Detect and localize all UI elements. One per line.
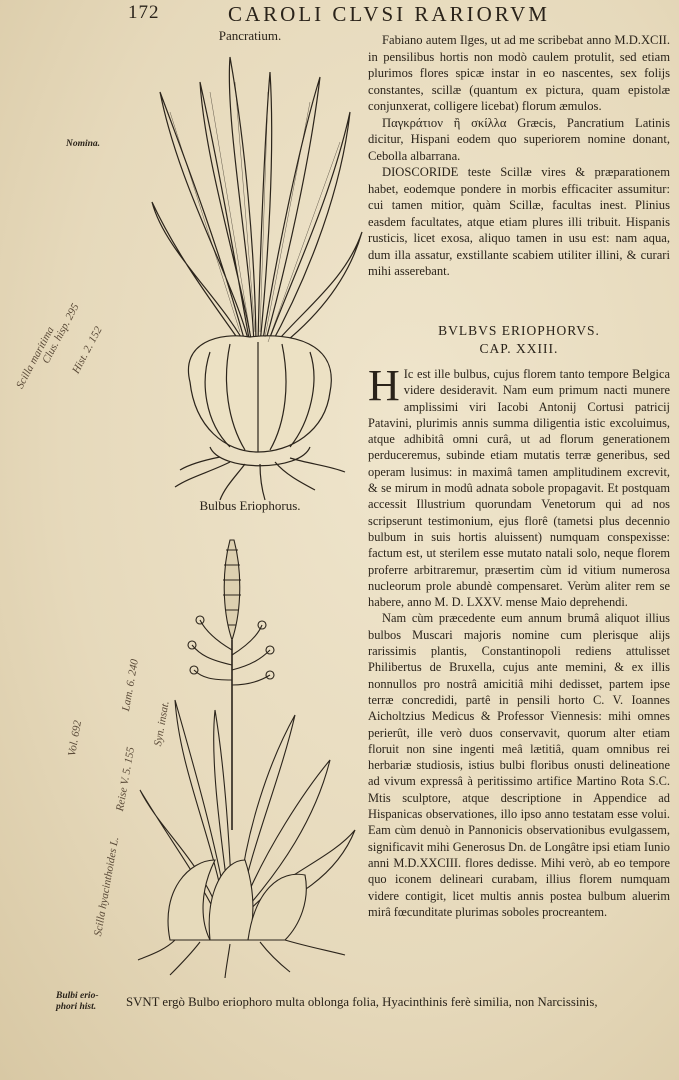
section-title xyxy=(368,322,670,358)
margin-note-line: phori hist. xyxy=(56,1002,97,1012)
running-title: CAROLI CLVSI RARIORVM xyxy=(228,2,550,26)
closing-line: SVNT ergò Bulbo eriophoro multa oblonga folia, Hyacinthinis ferè similia, non Narcissinis, xyxy=(126,995,598,1009)
handwritten-line: Reise V. 5. 155 xyxy=(114,746,138,813)
handwritten-note-vol: Vol. 692 xyxy=(66,719,85,758)
text-column-upper xyxy=(368,32,670,280)
figure-caption-bulbus-eriophorus: Bulbus Eriophorus. xyxy=(199,498,301,513)
paragraph: Nam cùm præcedente eum annum brumâ aliquot illius bulbos Muscari majoris nomine cum plerisque alijs rarissimis plantis, Constantinopoli rediens attulisset Philibertus de Bruxella, cujus ante memini, & ex illis nonnullos pro nostrâ amicitiâ mihi dedisset, partem ipse terræ concredidi, partê in pensili horto C. V. Ioannes Aicholtzius Medicus & Professor Viennesis: mihi omnes perierût, ille verò duos conservavit, quorum alter etiam floruit non sine ingenti meâ lætitiâ, quam omnibus rei herbariæ studiosis, istius bulbi floribus onusti delineatione ad vivum expressâ à peritissimo artifice Martino Rota S.C. Mtis sculptore, atque descriptione in Appendice ad Hispanicas observationes, illo ipso anno testatam esse volui. Eam cùm denuò in Pannonicis observationibus evulgassem, significavit mihi Generosus Dn. de Longâtre ipsi etiam Iunio anni M.D.XXCIII. flores dedisse. Mihi verò, ab eo tempore quo iconem delineari curabam, illius florem numquam videre contigit, licet multis annis postea bulbum aluerim mirâ fœcunditate plurimas soboles procreantem. xyxy=(368,611,670,919)
handwritten-line: Clus. hisp. 295 xyxy=(40,301,82,366)
section-heading: BVLBVS ERIOPHORVS. xyxy=(438,323,600,338)
handwritten-line: Syn. insat. xyxy=(152,700,172,748)
margin-note-bulbi-historia xyxy=(56,991,99,1013)
page-header xyxy=(128,2,679,28)
paragraph xyxy=(368,361,670,610)
paragraph: Παγκράτιον ἢ σκίλλα Græcis, Pancratium Latinis dicitur, Hispani eodem quo superiorem nomine donant, Cebolla albarrana. xyxy=(368,115,670,163)
paragraph: DIOSCORIDE teste Scillæ vires & præparationem habet, eodemque pondere in morbis efficaciter assumitur: cui tamen mitior, quàm Scillæ, facultas inest. Plinius easdem facultates, atque etiam plures illi tribuit. Hispanis rusticis, licet exosa, aliquo tamen in usu est: nam aqua, dum illa assatur, exstillante scabiem utiliter illini, & curari mihi asserebant. xyxy=(368,165,670,278)
bulbus-eriophorus-woodcut xyxy=(130,530,365,980)
paragraph-text: Ic est ille bulbus, cujus florem tanto tempore Belgica videre desideravit. Nam eum primum nacti munere amplissimi viri Iacobi Antonij Cortusi patricij Patavini, plurimis annis summa diligentia istic excoluimus, atque adhibitâ omni curâ, ut ad florum generationem perduceremus, subinde etiam mutatis terræ generibus, sed operam lusimus: in maximâ tamen amplitudinem excrevit, & se mirum in modû adnata sobole propagavit. Et postquam accessit Illustrium quorundam Venetorum qui ad nos scripserunt testimonium, ejus florê (tametsi plus decennio bulbum in suis hortis aluissent) numquam conspexisse: factum est, ut sterilem esse mutato natali solo, neque florem proferre arbitraremur, præsertim cùm id vitium numerosa nucleorum prole abundè compensaret. Verùm aliter rem se habere, anno M. D. LXXV. mense Maio deprehendi. xyxy=(368,367,670,610)
handwritten-line: Hist. 2. 152 xyxy=(70,324,105,376)
handwritten-line: Scilla maritima xyxy=(14,324,57,391)
figure-title-pancratium: Pancratium. xyxy=(218,28,282,43)
handwritten-note-scilla-hyacinthoides xyxy=(92,836,121,937)
paragraph: Fabiano autem Ilges, ut ad me scribebat anno M.D.XCII. in pensilibus hortis non modò caulem protulit, sed etiam plurimos flores spicæ instar in eo nascentes, sex folijs constantes, scillæ (quantum ex pictura, quam epistolæ conjunxerat, colligere licebat) florum æmulos. xyxy=(368,33,670,113)
page-number: 172 xyxy=(128,2,160,23)
margin-note-line: Bulbi erio- xyxy=(56,991,99,1001)
chapter-number: CAP. XXIII. xyxy=(479,341,559,356)
handwritten-note-lam: Lam. 6. 240 xyxy=(120,658,141,713)
handwritten-line: Scilla hyacinthoides L. xyxy=(92,836,122,938)
pancratium-woodcut xyxy=(150,52,365,502)
drop-cap: H xyxy=(368,361,400,410)
text-column-lower xyxy=(368,361,670,920)
handwritten-note-hist xyxy=(70,325,105,376)
margin-note-nomina: Nomina. xyxy=(66,139,101,149)
